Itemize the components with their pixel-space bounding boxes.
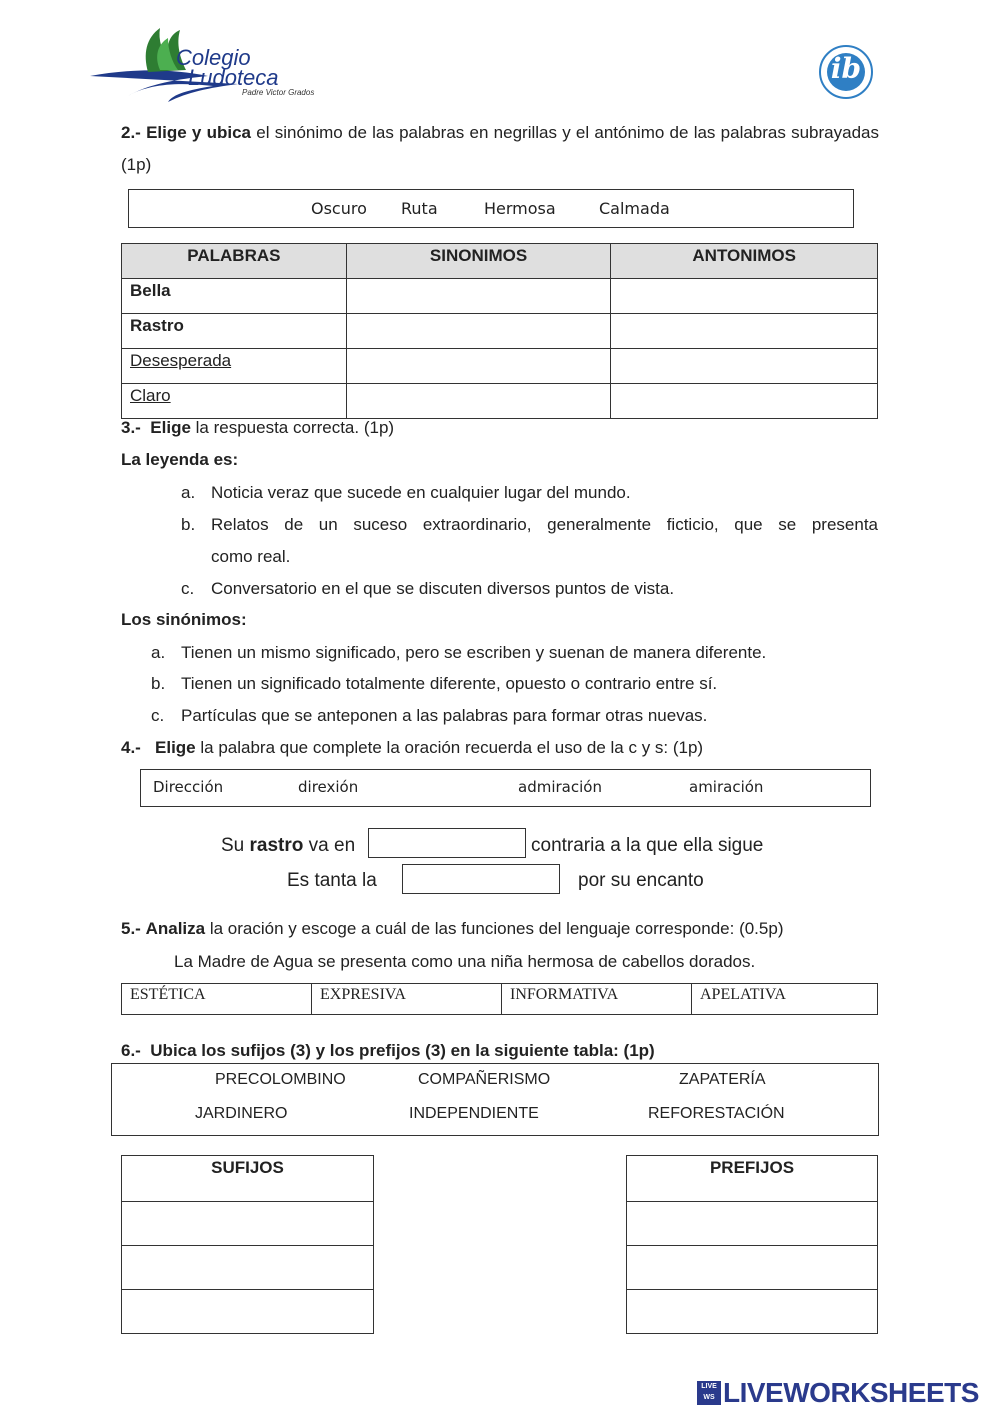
affix-word[interactable]: JARDINERO <box>195 1105 288 1122</box>
sentence-text: Su <box>221 835 250 856</box>
option-letter: b. <box>181 515 196 534</box>
sentence-keyword: rastro <box>249 835 304 856</box>
q2-text: el sinónimo de las palabras en negrillas y el antónimo de las palabras subrayadas (1p) <box>121 123 879 174</box>
sentence-text: va en <box>303 835 356 856</box>
prefijo-answer-cell[interactable] <box>627 1246 878 1290</box>
function-option[interactable]: APELATIVA <box>692 984 878 1015</box>
school-tagline: Padre Victor Grados <box>242 88 315 97</box>
word-bank-item[interactable]: Oscuro <box>311 199 367 218</box>
function-option[interactable]: EXPRESIVA <box>312 984 502 1015</box>
table-row <box>122 279 878 314</box>
option-text: Tienen un significado totalmente diferente, opuesto o contrario entre sí. <box>181 674 718 693</box>
function-option[interactable]: ESTÉTICA <box>122 984 312 1015</box>
blank-input-2[interactable] <box>402 864 560 894</box>
option-text: Conversatorio en el que se discuten diversos puntos de vista. <box>211 579 675 598</box>
q2-word-bank <box>128 189 854 228</box>
q5-lead: Analiza <box>145 919 206 938</box>
word-cell: Bella <box>122 279 347 314</box>
table-row <box>122 349 878 384</box>
option-text-continued: como real. <box>211 547 291 566</box>
word-bank-item[interactable]: Hermosa <box>484 199 556 218</box>
table-header: SINONIMOS <box>346 244 611 279</box>
q4-sentence-2-end: por su encanto <box>578 870 704 891</box>
antonym-answer-cell[interactable] <box>611 349 878 384</box>
q4-options-box <box>140 769 871 807</box>
affix-word[interactable]: REFORESTACIÓN <box>648 1105 785 1122</box>
table-header: PALABRAS <box>122 244 347 279</box>
school-name-line2: Ludoteca <box>188 65 279 90</box>
antonym-answer-cell[interactable] <box>611 279 878 314</box>
q2-number: 2.- <box>121 123 141 142</box>
sufijo-answer-cell[interactable] <box>122 1290 374 1334</box>
word-bank-item[interactable]: Calmada <box>599 199 670 218</box>
q3-subtitle-sinonimos: Los sinónimos: <box>121 610 247 629</box>
q2-lead: Elige y ubica <box>146 123 252 142</box>
q3-lead: Elige <box>150 418 191 437</box>
q4-text: la palabra que complete la oración recuerda el uso de la c y s: (1p) <box>195 738 704 757</box>
option-text: Noticia veraz que sucede en cualquier lugar del mundo. <box>211 483 631 502</box>
function-option[interactable]: INFORMATIVA <box>502 984 692 1015</box>
synonym-answer-cell[interactable] <box>346 279 611 314</box>
table-row <box>122 384 878 419</box>
q4-option[interactable]: Dirección <box>153 778 224 796</box>
q2-table <box>121 243 878 419</box>
q5-number: 5.- <box>121 919 141 938</box>
q4-sentence-1-end: contraria a la que ella sigue <box>531 835 764 856</box>
badge-text-bottom: WS <box>703 1394 715 1401</box>
option-text: Partículas que se anteponen a las palabras para formar otras nuevas. <box>181 706 708 725</box>
q5-instruction <box>121 919 783 939</box>
q5-sentence: La Madre de Agua se presenta como una niña hermosa de cabellos dorados. <box>174 952 756 971</box>
school-name-line1: Colegio <box>176 45 251 70</box>
liveworksheets-badge-icon <box>697 1381 721 1405</box>
prefijos-table <box>626 1155 878 1334</box>
q3-instruction <box>121 418 394 438</box>
q6-instruction: 6.- Ubica los sufijos (3) y los prefijos (3) en la siguiente tabla: (1p) <box>121 1041 655 1060</box>
antonym-answer-cell[interactable] <box>611 384 878 419</box>
option-text: Tienen un mismo significado, pero se escriben y suenan de manera diferente. <box>181 643 767 662</box>
word-bank-item[interactable]: Ruta <box>401 199 438 218</box>
word-cell-wrap <box>122 384 347 419</box>
q3-subtitle-leyenda: La leyenda es: <box>121 450 239 469</box>
sufijos-header: SUFIJOS <box>122 1156 374 1202</box>
synonym-answer-cell[interactable] <box>346 314 611 349</box>
table-header: ANTONIMOS <box>611 244 878 279</box>
prefijos-header: PREFIJOS <box>627 1156 878 1202</box>
affix-word[interactable]: PRECOLOMBINO <box>215 1071 346 1088</box>
antonym-answer-cell[interactable] <box>611 314 878 349</box>
synonym-answer-cell[interactable] <box>346 384 611 419</box>
table-header-row <box>122 244 878 279</box>
sufijo-answer-cell[interactable] <box>122 1246 374 1290</box>
option-letter: c. <box>181 579 195 598</box>
option-letter: a. <box>151 643 166 662</box>
sufijos-table <box>121 1155 374 1334</box>
q4-sentence-2: Es tanta la <box>287 870 377 891</box>
q4-lead: Elige <box>155 738 196 757</box>
option-letter: c. <box>151 706 165 725</box>
q4-option[interactable]: amiración <box>689 778 764 796</box>
synonym-answer-cell[interactable] <box>346 349 611 384</box>
sufijo-answer-cell[interactable] <box>122 1202 374 1246</box>
option-text: Relatos de un suceso extraordinario, generalmente ficticio, que se presenta <box>211 515 878 534</box>
affix-word[interactable]: COMPAÑERISMO <box>418 1071 551 1088</box>
option-letter: b. <box>151 674 166 693</box>
ib-logo <box>808 45 888 99</box>
word-cell: Desesperada <box>130 351 232 370</box>
q4-number: 4.- <box>121 738 141 757</box>
q4-instruction <box>121 738 703 758</box>
q4-option[interactable]: direxión <box>298 778 359 796</box>
word-cell: Rastro <box>122 314 347 349</box>
q2-instruction <box>121 117 879 181</box>
q3-number: 3.- <box>121 418 141 437</box>
badge-text-top: LIVE <box>701 1383 717 1390</box>
liveworksheets-wordmark: LIVEWORKSHEETS <box>723 1377 979 1408</box>
table-row <box>122 314 878 349</box>
q4-sentence-1 <box>221 835 355 857</box>
blank-input-1[interactable] <box>368 828 526 858</box>
q4-option[interactable]: admiración <box>518 778 602 796</box>
word-cell-wrap <box>122 349 347 384</box>
q3-text: la respuesta correcta. (1p) <box>190 418 395 437</box>
q5-text: la oración y escoge a cuál de las funciones del lenguaje corresponde: (0.5p) <box>205 919 784 938</box>
ib-badge-text: ib <box>830 52 862 85</box>
prefijo-answer-cell[interactable] <box>627 1202 878 1246</box>
q6-word-box <box>111 1063 879 1136</box>
option-letter: a. <box>181 483 196 502</box>
word-cell: Claro <box>130 386 171 405</box>
prefijo-answer-cell[interactable] <box>627 1290 878 1334</box>
affix-word[interactable]: ZAPATERÍA <box>679 1071 766 1088</box>
affix-word[interactable]: INDEPENDIENTE <box>409 1105 539 1122</box>
q5-options-table <box>121 983 878 1015</box>
school-logo <box>88 24 343 104</box>
